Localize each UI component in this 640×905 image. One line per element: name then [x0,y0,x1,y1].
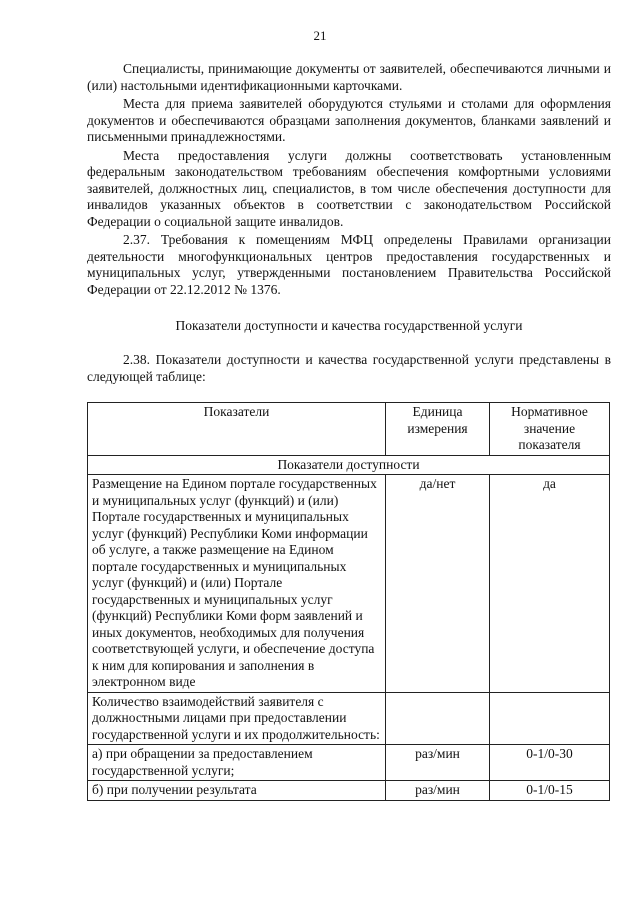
page-number: 21 [313,28,327,43]
paragraph: Места предоставления услуги должны соответствовать установленным федеральным законодательством требованиям обеспечения комфортными условиями заявителей, должностных лиц, специалистов, в том числе обеспечения доступности для инвалидов указанных объектов в соответствии с законодательством Российской Федерации о социальной защите инвалидов. [87,147,611,229]
cell-indicator: Размещение на Едином портале государственных и муниципальных услуг (функций) и (или) Портале государственных и муниципальных услуг (функций) Республики Коми информации об услуге, а также размещение на Едином портале государственных и муниципальных услуг (функций) и (или) Портале государственных и муниципальных услуг (функций) Республики Коми форм заявлений и иных документов, необходимых для получения соответствующей услуги, и обеспечение доступа к ним для копирования и заполнения в электронном виде [88,475,386,693]
header-norm: Нормативное значение показателя [490,403,610,456]
cell-unit: да/нет [386,475,490,693]
cell-norm [490,692,610,745]
intro-paragraph: 2.38. Показатели доступности и качества государственной услуги представлены в следующей таблице: [87,352,611,384]
header-indicator: Показатели [88,403,386,456]
paragraph: Места для приема заявителей оборудуются стульями и столами для оформления документов и обеспечиваются образцами заполнения документов, бланками заявлений и письменными принадлежностями. [87,96,611,144]
cell-unit [386,692,490,745]
body-text [87,61,611,300]
paragraph: 2.37. Требования к помещениям МФЦ определены Правилами организации деятельности многофункциональных центров предоставления государственных и муниципальных услуг, утвержденными постановлением Правительства Российской Федерации от 22.12.2012 № 1376. [87,232,611,297]
table-row [88,745,610,781]
header-unit: Единица измерения [386,403,490,456]
indicators-table [87,402,610,801]
group-row [88,455,610,475]
cell-unit: раз/мин [386,745,490,781]
cell-indicator: а) при обращении за предоставлением государственной услуги; [88,745,386,781]
cell-indicator: б) при получении результата [88,781,386,801]
group-title: Показатели доступности [88,455,610,475]
table-row [88,475,610,693]
cell-indicator: Количество взаимодействий заявителя с должностными лицами при предоставлении государственной услуги и их продолжительность: [88,692,386,745]
cell-norm: 0-1/0-15 [490,781,610,801]
table-row [88,781,610,801]
table-intro [87,352,611,385]
cell-unit: раз/мин [386,781,490,801]
paragraph: Специалисты, принимающие документы от заявителей, обеспечиваются личными и (или) настольными идентификационными карточками. [87,61,611,93]
section-title: Показатели доступности и качества государственной услуги [175,318,523,333]
table-header-row [88,403,610,456]
table-row [88,692,610,745]
cell-norm: 0-1/0-30 [490,745,610,781]
cell-norm: да [490,475,610,693]
